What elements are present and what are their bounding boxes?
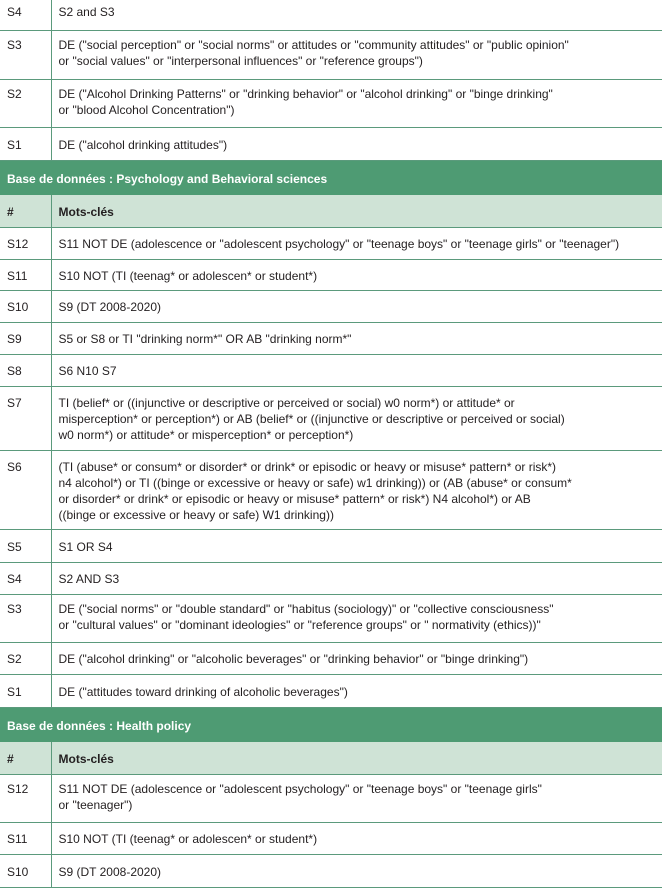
row-id: S10 (0, 854, 51, 887)
table-row (0, 259, 662, 290)
row-id: S6 (0, 450, 51, 529)
table-row (0, 227, 662, 259)
row-id: S3 (0, 30, 51, 79)
table-row (0, 0, 662, 30)
row-id: S11 (0, 259, 51, 290)
row-id: S1 (0, 674, 51, 707)
row-keywords: S5 or S8 or TI "drinking norm*" OR AB "drinking norm*" (51, 322, 662, 354)
row-id: S8 (0, 354, 51, 386)
table-row (0, 642, 662, 674)
table-row (0, 529, 662, 562)
row-keywords: DE ("attitudes toward drinking of alcoholic beverages") (51, 674, 662, 707)
row-keywords: S9 (DT 2008-2020) (51, 290, 662, 322)
table-row (0, 354, 662, 386)
table-row (0, 594, 662, 642)
row-keywords: S11 NOT DE (adolescence or "adolescent psychology" or "teenage boys" or "teenage girls" or "teenager") (51, 774, 662, 822)
table-row (0, 562, 662, 594)
row-keywords: DE ("social perception" or "social norms" or attitudes or "community attitudes" or "public opinion" or "social values" or "interpersonal influences" or "reference groups") (51, 30, 662, 79)
column-header-keywords: Mots-clés (51, 194, 662, 227)
row-id: S5 (0, 529, 51, 562)
row-id: S10 (0, 290, 51, 322)
row-keywords: DE ("social norms" or "double standard" or "habitus (sociology)" or "collective consciousness" or "cultural values" or "dominant ideologies" or "reference groups" or " normativity (ethics))" (51, 594, 662, 642)
column-header-number: # (0, 741, 51, 774)
row-id: S7 (0, 386, 51, 450)
row-keywords: S2 AND S3 (51, 562, 662, 594)
section-header-health-policy (0, 707, 662, 741)
row-keywords: DE ("alcohol drinking" or "alcoholic beverages" or "drinking behavior" or "binge drinking") (51, 642, 662, 674)
table-row (0, 450, 662, 529)
section-header-psychology (0, 160, 662, 194)
column-header-row (0, 741, 662, 774)
table-row (0, 854, 662, 887)
column-header-row (0, 194, 662, 227)
row-id: S12 (0, 227, 51, 259)
table-row (0, 674, 662, 707)
row-keywords: (TI (abuse* or consum* or disorder* or drink* or episodic or heavy or misuse* pattern* or risk*) n4 alcohol*) or TI ((binge or excessive or heavy or safe) w1 drinking)) or (AB (abuse* or consum* or disorder* or drink* or episodic or heavy or misuse* pattern* or risk*) N4 alcohol*) or AB ((binge or excessive or heavy or safe) W1 drinking)) (51, 450, 662, 529)
row-id: S12 (0, 774, 51, 822)
row-keywords: S11 NOT DE (adolescence or "adolescent psychology" or "teenage boys" or "teenage girls" or "teenager") (51, 227, 662, 259)
table-row (0, 386, 662, 450)
table-row (0, 322, 662, 354)
column-header-number: # (0, 194, 51, 227)
row-keywords: S10 NOT (TI (teenag* or adolescen* or student*) (51, 259, 662, 290)
column-header-keywords: Mots-clés (51, 741, 662, 774)
row-id: S1 (0, 127, 51, 160)
row-keywords: S2 and S3 (51, 0, 662, 30)
row-id: S2 (0, 79, 51, 127)
table-row (0, 79, 662, 127)
table-row (0, 30, 662, 79)
row-id: S9 (0, 322, 51, 354)
row-id: S2 (0, 642, 51, 674)
table-row (0, 822, 662, 854)
table-row (0, 127, 662, 160)
row-id: S11 (0, 822, 51, 854)
row-keywords: DE ("Alcohol Drinking Patterns" or "drinking behavior" or "alcohol drinking" or "binge drinking" or "blood Alcohol Concentration") (51, 79, 662, 127)
row-keywords: DE ("alcohol drinking attitudes") (51, 127, 662, 160)
row-keywords: TI (belief* or ((injunctive or descriptive or perceived or social) w0 norm*) or attitude* or misperception* or perception*) or AB (belief* or ((injunctive or descriptive or perceived or social) w0 norm*) or attitude* or misperception* or perception*) (51, 386, 662, 450)
section-title: Base de données : Psychology and Behavioral sciences (0, 160, 662, 194)
row-keywords: S9 (DT 2008-2020) (51, 854, 662, 887)
row-keywords: S6 N10 S7 (51, 354, 662, 386)
table-row (0, 774, 662, 822)
row-id: S3 (0, 594, 51, 642)
row-id: S4 (0, 0, 51, 30)
row-keywords: S10 NOT (TI (teenag* or adolescen* or student*) (51, 822, 662, 854)
section-title: Base de données : Health policy (0, 707, 662, 741)
row-id: S4 (0, 562, 51, 594)
table-row (0, 290, 662, 322)
row-keywords: S1 OR S4 (51, 529, 662, 562)
